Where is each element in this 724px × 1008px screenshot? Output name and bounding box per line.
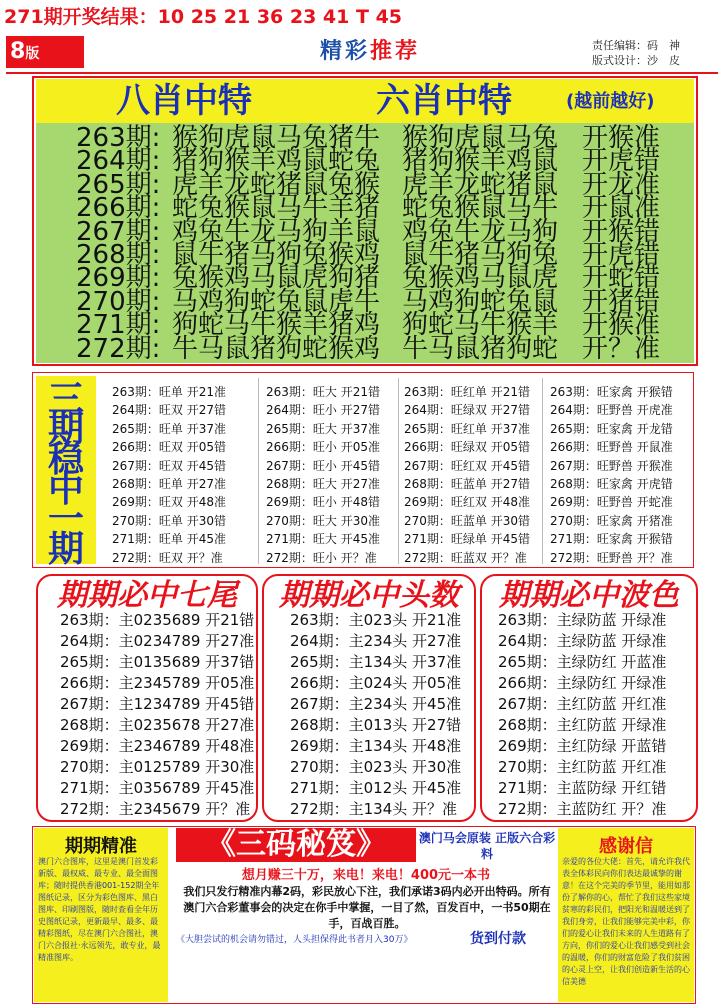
thanks-letter-text: 亲爱的各位大佬：首先，请允许我代表全体彩民向你们表达最诚挚的谢意！在这个完美的季节里，能用如那份了解你的心，帮忙了我们这些家境贫寒的彩民们，把阳光和温暖送到了我们身旁，让我们能够完美中彩，你们的爱心让我们未来的人生道路有了方向，你们的爱心让我们感受到社会的温暖，你们的财富危险了我们贫困的心灵上空，让我们创造新生活的心信美德 [562,857,690,986]
zodiac-result: 开虎错 [582,146,661,177]
three-period-row: 264期：旺野兽 开虎准 [550,403,673,418]
must-win-row: 265期：主绿防红 开蓝准 [498,653,667,671]
editor-line: 责任编辑：码 神 [592,39,680,52]
three-period-row: 266期：旺小 开05准 [266,440,380,455]
book-title: 《三码秘笈》 [176,828,416,862]
three-period-row: 271期：旺家禽 开猴错 [550,532,673,547]
zodiac-eight-zodiac: 狗蛇马牛猴羊猪鸡 [172,310,381,341]
book-description: 我们只发行精准内幕2码，彩民放心下注，我们承诺3码内必开出特码。所有澳门六合彩董事会的决定在你手中掌握，一目了然，百发百中，一书50期在手，百战百胜。 [183,885,551,930]
must-win-row: 267期：主红防蓝 开红准 [498,695,667,713]
three-period-char: 期 [47,529,84,570]
three-period-row: 269期：旺双 开48准 [112,495,226,510]
three-period-row: 270期：旺蓝单 开30错 [404,513,530,528]
zodiac-result: 开蛇错 [582,263,661,294]
wave-color-title: 期期必中波色 [499,578,679,613]
zodiac-period: 272期: [76,333,161,364]
must-win-row: 263期：主023头 开21准 [290,611,462,629]
three-period-row: 268期：旺家禽 开虎错 [550,477,673,491]
must-win-row: 270期：主023头 开30准 [290,758,462,776]
page-title [270,34,470,70]
header-divider [6,72,718,74]
three-period-row: 271期：旺绿单 开45错 [404,532,530,547]
zodiac-result: 开猴准 [582,123,661,153]
three-period-row: 271期：旺单 开45准 [112,532,226,547]
zodiac-eight-zodiac: 兔猴鸡马鼠虎狗猪 [172,263,381,294]
three-period-char: 中 [47,469,84,510]
must-win-row: 272期：主134头 开？准 [290,800,458,818]
must-win-row: 268期：主013头 开27错 [290,716,462,734]
three-period-row: 272期：旺小 开？准 [266,550,377,565]
page-header [0,34,724,70]
three-period-row: 268期：旺单 开27准 [112,477,226,491]
must-win-row: 264期：主绿防蓝 开绿准 [498,632,667,650]
editor-credits [592,38,720,68]
must-win-row: 271期：主012头 开45准 [290,779,462,797]
thanks-letter-title: 感谢信 [599,836,653,857]
zodiac-period: 267期: [76,216,161,247]
must-win-row: 268期：主0235678 开27准 [60,716,255,734]
three-period-row: 265期：旺红单 开37准 [404,421,530,436]
must-win-row: 266期：主2345789 开05准 [60,674,255,692]
book-footnote: 《大胆尝试的机会请勿错过，人头担保得此书者月入30万》 [176,935,413,945]
three-period-row: 263期：旺家禽 开猴错 [550,385,673,399]
zodiac-six-zodiac: 鼠牛猪马狗兔 [402,240,559,270]
zodiac-period: 266期: [76,193,161,224]
must-win-row: 272期：主2345679 开？准 [60,800,251,818]
zodiac-result: 开鼠准 [582,193,661,224]
must-win-row: 266期：主024头 开05准 [290,674,462,692]
page-number: 8 [10,39,26,64]
zodiac-eight-zodiac: 蛇兔猴鼠马牛羊猪 [172,193,381,224]
must-win-row: 263期：主0235689 开21错 [60,611,255,629]
must-win-row: 263期：主绿防蓝 开绿准 [498,611,667,629]
must-win-row: 267期：主1234789 开45错 [60,695,255,713]
zodiac-six-zodiac: 猪狗猴羊鸡鼠 [402,146,559,177]
must-win-row: 265期：主0135689 开37错 [60,653,255,671]
zodiac-period: 270期: [76,286,161,317]
three-period-row: 271期：旺大 开45准 [266,532,380,547]
must-win-row: 265期：主134头 开37准 [290,653,462,671]
must-win-row: 268期：主红防蓝 开绿准 [498,716,667,734]
draw-result-text: 271期开奖结果：10 25 21 36 23 41 T 45 [4,6,403,28]
three-period-row: 272期：旺野兽 开？准 [550,550,673,565]
three-period-row: 267期：旺红双 开45错 [404,458,530,473]
zodiac-eight-zodiac: 猪狗猴羊鸡鼠蛇兔 [172,146,381,177]
zodiac-row [36,193,694,224]
zodiac-eight-zodiac: 鼠牛猪马狗兔猴鸡 [172,240,381,270]
three-period-row: 263期：旺大 开21错 [266,385,380,399]
must-win-row: 264期：主234头 开27准 [290,632,462,650]
page-unit: 版 [25,46,40,62]
three-period-row: 269期：旺野兽 开蛇准 [550,495,673,510]
zodiac-result: 开虎错 [582,240,661,270]
zodiac-result: 开猪错 [582,286,661,317]
zodiac-period: 265期: [76,169,161,200]
zodiac-result: 开猴准 [582,310,661,341]
must-win-row: 269期：主红防绿 开蓝错 [498,737,667,755]
three-period-row: 268期：旺大 开27准 [266,477,380,491]
three-period-row: 272期：旺蓝双 开？准 [404,550,527,565]
zodiac-eight-zodiac: 猴狗虎鼠马兔猪牛 [172,123,381,153]
zodiac-period: 269期: [76,263,161,294]
zodiac-period: 271期: [76,310,161,341]
title-part2: 推荐 [370,39,421,64]
zodiac-period: 263期: [76,123,161,153]
six-zodiac-title: 六肖中特 [376,81,512,121]
must-win-row: 267期：主234头 开45准 [290,695,462,713]
three-period-label [36,376,96,570]
zodiac-eight-zodiac: 虎羊龙蛇猪鼠兔猴 [172,169,381,200]
three-period-row: 267期：旺双 开45错 [112,458,226,473]
three-period-row: 270期：旺单 开30错 [112,513,226,528]
three-period-row: 263期：旺单 开21准 [112,385,226,399]
must-win-row: 264期：主0234789 开27准 [60,632,255,650]
zodiac-six-zodiac: 牛马鼠猪狗蛇 [402,333,559,364]
three-period-row: 269期：旺红双 开48准 [404,495,530,510]
three-period-row: 265期：旺大 开37准 [266,421,380,436]
designer-line: 版式设计：沙 皮 [592,54,680,67]
must-win-row: 270期：主0125789 开30准 [60,758,255,776]
zodiac-period: 268期: [76,240,161,270]
seven-tail-title: 期期必中七尾 [57,578,237,613]
must-win-row: 272期：主蓝防红 开？准 [498,800,667,818]
zodiac-result: 开？准 [582,333,661,364]
zodiac-eight-zodiac: 马鸡狗蛇兔鼠虎牛 [172,286,381,317]
three-period-row: 264期：旺小 开27错 [266,403,380,418]
column-separator [398,378,399,564]
three-period-row: 266期：旺绿双 开05错 [404,440,530,455]
three-period-row: 265期：旺单 开37准 [112,421,226,436]
zodiac-six-zodiac: 鸡兔牛龙马狗 [402,216,559,247]
zodiac-six-zodiac: 狗蛇马牛猴羊 [402,310,559,341]
head-number-title: 期期必中头数 [279,578,459,613]
must-win-row: 271期：主蓝防绿 开红错 [498,779,667,797]
three-period-row: 264期：旺绿双 开27错 [404,403,530,418]
three-period-char: 三 [47,379,84,420]
three-period-row: 263期：旺红单 开21错 [404,385,530,399]
book-subtitle: 澳门马会原装 正版六合彩料 [418,831,556,861]
must-win-row: 266期：主绿防红 开绿准 [498,674,667,692]
zodiac-six-zodiac: 虎羊龙蛇猪鼠 [402,169,559,200]
three-period-row: 270期：旺家禽 开猪准 [550,513,673,528]
three-period-char: 稳 [47,439,84,480]
book-banner: 想月赚三十万，来电！来电！400元一本书 [241,868,491,883]
must-win-row: 270期：主红防蓝 开红准 [498,758,667,776]
zodiac-six-zodiac: 猴狗虎鼠马兔 [402,123,559,153]
three-period-row: 266期：旺野兽 开鼠准 [550,440,673,455]
must-win-row: 271期：主0356789 开45准 [60,779,255,797]
zodiac-note: (越前越好) [566,91,655,112]
draw-result-bar [0,0,724,30]
zodiac-header [36,79,694,123]
zodiac-six-zodiac: 马鸡狗蛇兔鼠 [402,286,559,317]
column-separator [542,378,543,564]
three-period-char: 期 [47,409,84,450]
zodiac-eight-zodiac: 牛马鼠猪狗蛇猴鸡 [172,333,381,364]
title-part1: 精彩 [319,39,370,64]
three-period-row: 267期：旺野兽 开猴准 [550,458,673,473]
column-separator [258,378,259,564]
zodiac-result: 开猴错 [582,216,661,247]
three-period-row: 269期：旺小 开48错 [266,495,380,510]
three-period-row: 268期：旺蓝单 开27错 [404,477,530,491]
zodiac-table [36,123,694,363]
footer-left-title: 期期精准 [65,836,137,857]
zodiac-result: 开龙准 [582,169,661,200]
zodiac-six-zodiac: 兔猴鸡马鼠虎 [402,263,559,294]
zodiac-eight-zodiac: 鸡兔牛龙马狗羊鼠 [172,216,381,247]
zodiac-row [36,333,694,364]
zodiac-six-zodiac: 蛇兔猴鼠马牛 [402,193,559,224]
three-period-row: 266期：旺双 开05错 [112,440,226,455]
three-period-char: 一 [47,499,84,540]
zodiac-period: 264期: [76,146,161,177]
zodiac-row [36,310,694,341]
three-period-row: 265期：旺家禽 开龙错 [550,421,673,436]
footer-left-text: 澳门六合图库，这里是澳门首发彩新版、最权威、最专业、最全面图库；随时提供香港001-152期全年图纸记录，区分为彩色图库、黑白图库、印刷图版，随时查看全年历史图纸记录，更新最早、最多、最精彩图纸，尽在澳门六合图社，澳门六合报社·永远领先，敢专业，最精准图库。 [38,857,161,962]
three-period-row: 272期：旺双 开？准 [112,550,223,565]
page-number-badge [6,36,84,68]
three-period-row: 270期：旺大 开30准 [266,513,380,528]
must-win-row: 269期：主134头 开48准 [290,737,462,755]
cash-on-delivery: 货到付款 [470,931,526,947]
must-win-row: 269期：主2346789 开48准 [60,737,255,755]
three-period-row: 264期：旺双 开27错 [112,403,226,418]
eight-zodiac-title: 八肖中特 [116,81,252,121]
three-period-row: 267期：旺小 开45错 [266,458,380,473]
